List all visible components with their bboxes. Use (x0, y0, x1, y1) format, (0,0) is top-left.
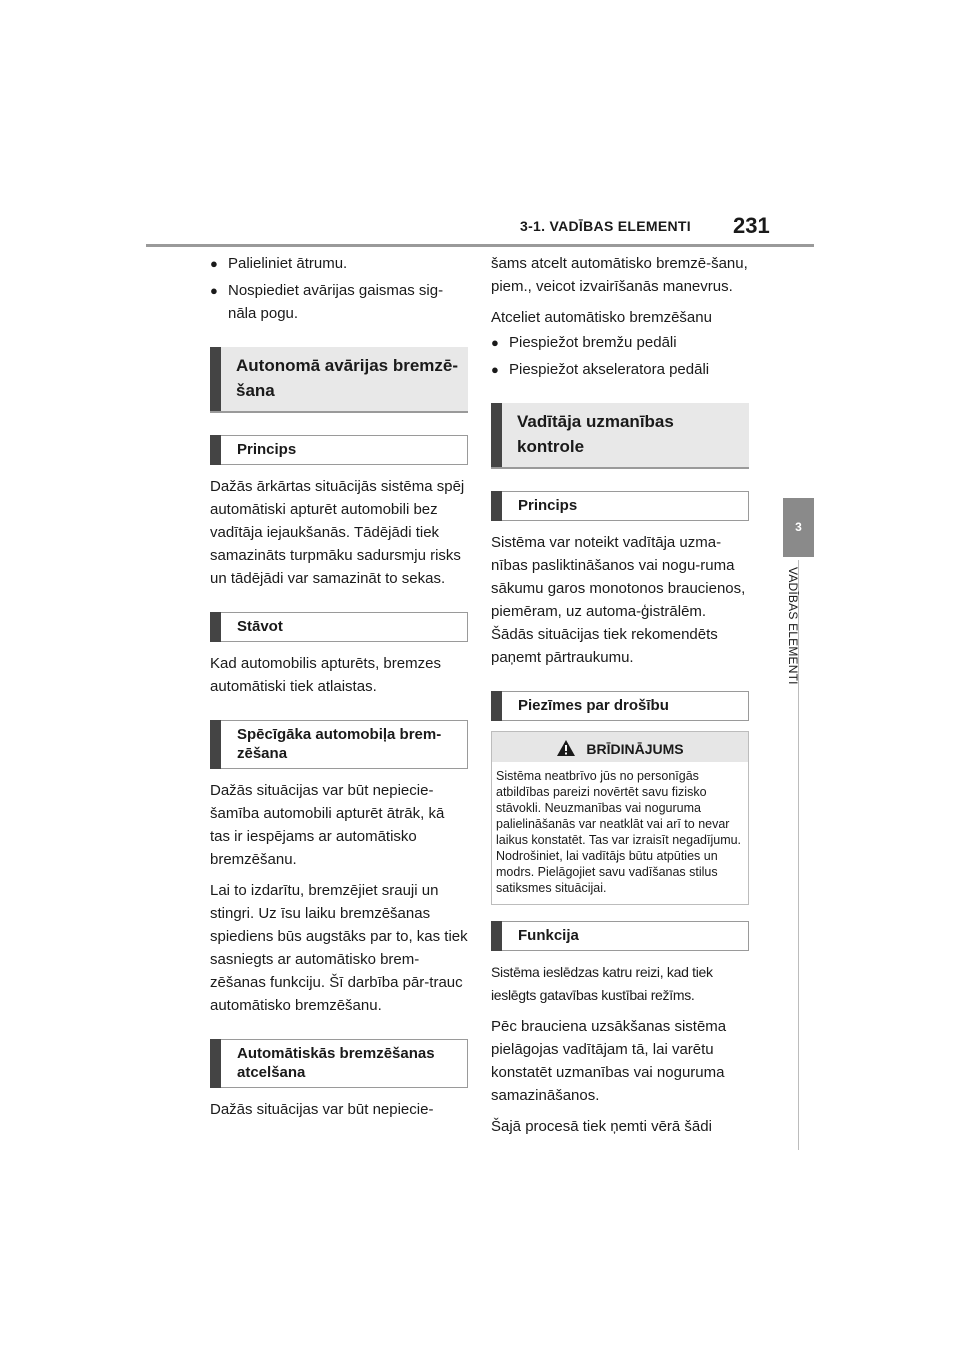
warning-header: BRĪDINĀJUMS (492, 732, 748, 762)
heading-bar (210, 612, 221, 642)
heading-bar (210, 435, 221, 465)
page-number: 231 (733, 213, 770, 238)
bullet-icon: ● (491, 335, 499, 350)
list-item: ● Nospiediet avārijas gaismas sig-nāla pogu. (210, 279, 468, 325)
subheading-principle-right: Princips (491, 491, 749, 521)
paragraph-continued: šams atcelt automātisko bremzē-šanu, piem., veicot izvairīšanās manevrus. (491, 255, 748, 295)
heading-bar (210, 1039, 221, 1088)
subheading-principle: Princips (210, 435, 468, 465)
section-heading-driver-attention: Vadītāja uzmanības kontrole (491, 403, 749, 469)
bullet-icon: ● (210, 256, 218, 271)
heading-bar (491, 921, 502, 951)
list-item: ● Piespiežot bremžu pedāli (491, 331, 749, 354)
heading-bar (491, 491, 502, 521)
paragraph-function-2: Pēc brauciena uzsākšanas sistēma pielāgojas vadītājam tā, lai varētu konstatēt uzmanības vai noguruma samazināšanos. (491, 1018, 727, 1104)
list-item: ● Palieliniet ātrumu. (210, 252, 468, 275)
bullet-icon: ● (210, 283, 218, 298)
paragraph-function-3: Šajā procesā tiek ņemti vērā šādi (491, 1118, 712, 1135)
section-title: 3-1. VADĪBAS ELEMENTI (520, 218, 691, 234)
warning-text: Sistēma neatbrīvo jūs no personīgās atbildības pareizi novērtēt savu fizisko stāvokli. Neuzmanības vai noguruma palielināšanās var neatklāt vai arī to nevar laikus konstatēt. Tas var izraisīt negadījumu. Nodrošiniet, lai vadītājs būtu atpūties un modrs. Pielāgojiet savu vadīšanas stilus satiksmes situācijai. (496, 769, 742, 895)
subheading-function: Funkcija (491, 921, 749, 951)
subheading-cancel-braking: Automātiskās bremzēšanas atcelšana (210, 1039, 468, 1088)
heading-bar (491, 691, 502, 721)
subheading-safety-notes: Piezīmes par drošību (491, 691, 749, 721)
paragraph-stronger-2: Lai to izdarītu, bremzējiet srauji un stingri. Uz īsu laiku bremzēšanas spiediens būs augstāks par to, kas tiek sasniegts ar automātisko brem-zēšanas funkciju. Šī darbība pār-trauc automātisko bremzēšanu. (210, 882, 468, 1014)
paragraph-function-1: Sistēma ieslēdzas katru reizi, kad tiek ieslēgts gatavības kustībai režīms. (491, 964, 713, 1003)
section-heading-autonomous-braking: Autonomā avārijas bremzē-šana (210, 347, 468, 413)
warning-box (491, 731, 749, 905)
heading-bar (491, 403, 502, 467)
header-divider (146, 244, 814, 247)
subheading-stronger-braking: Spēcīgāka automobiļa brem-zēšana (210, 720, 468, 769)
paragraph-standing: Kad automobilis apturēts, bremzes automātiski tiek atlaistas. (210, 655, 441, 695)
paragraph-cancel: Dažās situācijas var būt nepiecie- (210, 1101, 434, 1118)
chapter-tab: 3 (783, 498, 814, 557)
paragraph-principle-right: Sistēma var noteikt vadītāja uzma-nības pasliktināšanos vai nogu-ruma sākumu garos monotonos braucienos, piemēram, uz automa-ģistrālēm. Šādās situācijas tiek rekomendēts paņemt pārtraukumu. (491, 534, 746, 666)
heading-bar (210, 347, 221, 411)
left-column (210, 252, 468, 1129)
subheading-standing: Stāvot (210, 612, 468, 642)
paragraph-cancel-intro: Atceliet automātisko bremzēšanu (491, 309, 712, 326)
paragraph-principle: Dažās ārkārtas situācijās sistēma spēj automātiski apturēt automobili bez vadītāja iejaukšanās. Tādējādi tiek samazināts turpmāku sadursmju risks un tādējādi var samazināt to sekas. (210, 478, 465, 587)
list-item: ● Piespiežot akseleratora pedāli (491, 358, 749, 381)
heading-bar (210, 720, 221, 769)
paragraph-stronger-1: Dažās situācijas var būt nepiecie-šamība automobili apturēt ātrāk, kā tas ir iespējams ar automātisko bremzēšanu. (210, 782, 445, 868)
chapter-side-label: VADĪBAS ELEMENTI (786, 567, 800, 685)
right-column (491, 252, 749, 1146)
bullet-icon: ● (491, 362, 499, 377)
warning-triangle-icon (556, 739, 576, 757)
